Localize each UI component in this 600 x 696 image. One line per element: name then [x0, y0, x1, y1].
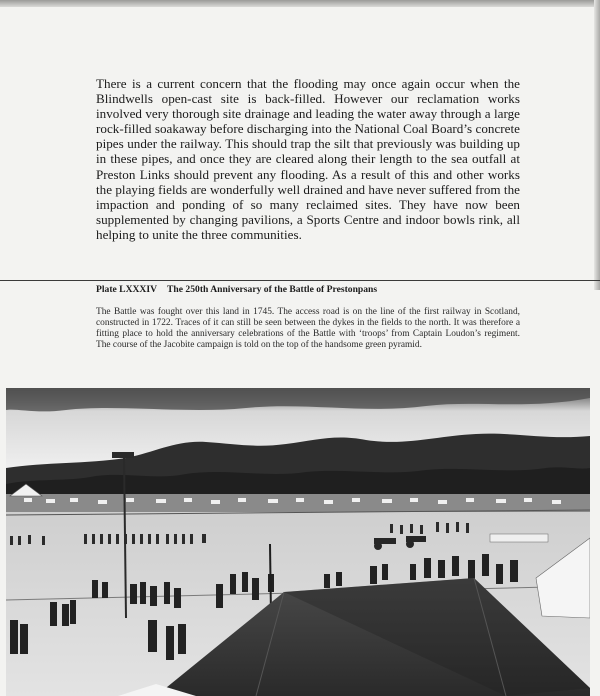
section-divider — [0, 280, 600, 281]
plate-caption: The Battle was fought over this land in 1745. The access road is on the line of the first railway in Scotland, constructed in 1722. Traces of it can still be seen between the dykes in the fields to the north. It was therefore a fitting place to hold the anniversary celebrations of the Battle with ‘troops’ from Captain Loudon’s regiment. The course of the Jacobite campaign is told on the top of the handsome green pyramid. — [96, 307, 520, 351]
plate-title: The 250th Anniversary of the Battle of Prestonpans — [167, 284, 378, 295]
plate-heading — [96, 284, 536, 295]
scan-edge-top — [0, 0, 600, 7]
body-paragraph: There is a current concern that the flooding may once again occur when the Blindwells open-cast site is back-filled. However our reclamation works involved very thorough site drainage and leading the water away through a large rock-filled soakaway before discharging into the National Coal Board’s concrete pipes under the railway. This should trap the silt that previously was building up in these pipes, and once they are cleared along their length to the sea outfall at Preston Links should prevent any flooding. As a result of this and other works the playing fields are wonderfully well drained and have never suffered from the impaction and ponding of so many reclaimed sites. They have now been supplemented by changing pavilions, a Sports Centre and indoor bowls rink, all helping to unite the three communities. — [96, 76, 520, 242]
battle-reenactment-photo — [6, 388, 590, 696]
plate-number: Plate LXXXIV — [96, 284, 158, 295]
scan-edge-right — [594, 0, 600, 290]
